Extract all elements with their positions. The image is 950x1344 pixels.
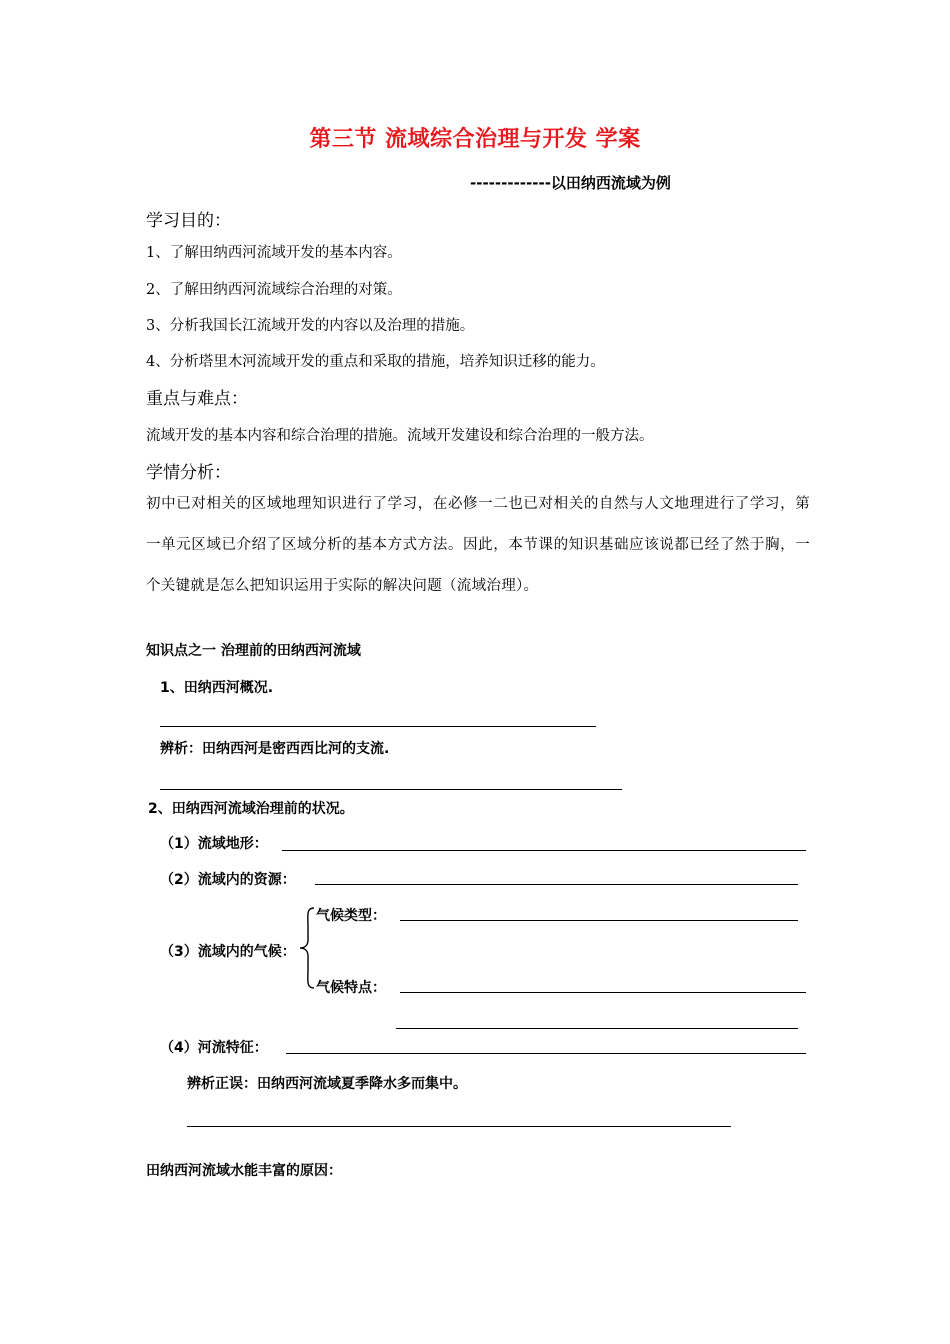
goal-item-1: 1、了解田纳西河流域开发的基本内容。 [146,245,402,261]
climate-feature-answer-line-2[interactable] [396,1028,798,1029]
page-subtitle: -------------以田纳西流域为例 [470,174,671,192]
question-2: 2、田纳西河流域治理前的状况。 [148,801,354,817]
climate-type-label: 气候类型： [316,908,386,924]
resources-answer-line[interactable] [315,884,798,885]
climate-feature-answer-line[interactable] [400,992,806,993]
analysis-heading: 学情分析： [146,463,231,483]
goals-heading: 学习目的： [146,211,231,231]
question-1-note: 辨析：田纳西河是密西西比河的支流. [160,741,390,757]
section1-heading: 知识点之一 治理前的田纳西河流域 [146,643,361,659]
river-note-answer-line[interactable] [187,1126,731,1127]
climate-feature-label: 气候特点： [316,980,386,996]
terrain-answer-line[interactable] [282,850,806,851]
climate-type-answer-line[interactable] [400,920,798,921]
page-title: 第三节 流域综合治理与开发 学案 [309,127,641,152]
question-1: 1、田纳西河概况. [160,680,274,696]
terrain-label: （1）流域地形： [160,836,268,852]
answer-line[interactable] [160,789,622,790]
river-answer-line[interactable] [286,1053,806,1054]
key-heading: 重点与难点： [146,389,248,409]
hydro-question: 田纳西河流域水能丰富的原因： [146,1163,342,1179]
resources-label: （2）流域内的资源： [160,872,296,888]
key-text: 流域开发的基本内容和综合治理的措施。流域开发建设和综合治理的一般方法。 [146,428,654,444]
analysis-text: 初中已对相关的区域地理知识进行了学习，在必修一二也已对相关的自然与人文地理进行了学习，第一单元区域已介绍了区域分析的基本方式方法。因此，本节课的知识基础应该说都已经了然于胸，一个关键就是怎么把知识运用于实际的解决问题（流域治理）。 [146,496,810,594]
river-label: （4）河流特征： [160,1040,268,1056]
goal-item-4: 4、分析塔里木河流域开发的重点和采取的措施，培养知识迁移的能力。 [146,354,605,370]
goal-item-2: 2、了解田纳西河流域综合治理的对策。 [146,282,402,298]
answer-line[interactable] [160,726,596,727]
river-note: 辨析正误：田纳西河流域夏季降水多而集中。 [187,1076,467,1092]
goal-item-3: 3、分析我国长江流域开发的内容以及治理的措施。 [146,318,475,334]
climate-label: （3）流域内的气候： [160,944,296,960]
